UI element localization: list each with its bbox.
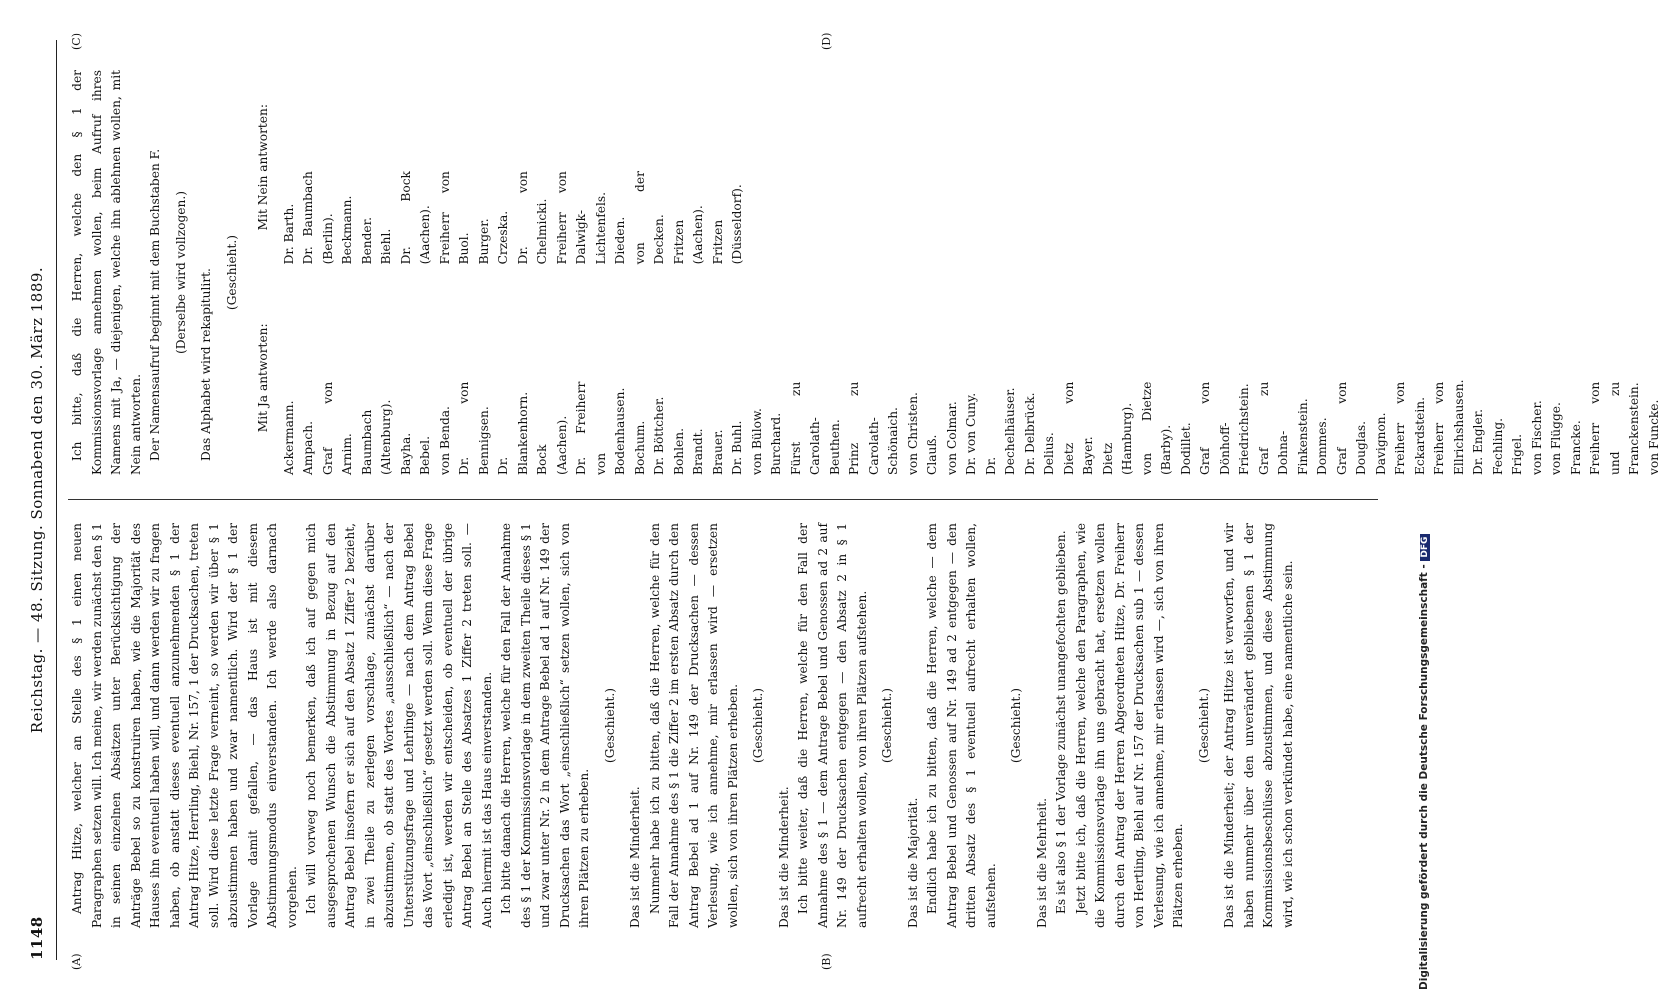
member-name: Dr. Baumbach (Berlin). bbox=[301, 171, 335, 265]
member-name: Burchard. bbox=[769, 412, 783, 475]
paragraph: Der Namensaufruf beginnt mit dem Buchstaben F. bbox=[148, 148, 162, 461]
member-name: Bayha. bbox=[398, 432, 413, 475]
margin-letter: (A) bbox=[70, 953, 83, 970]
member-name: Dietz von Bayer. bbox=[1061, 381, 1095, 475]
member-name: Delius. bbox=[1042, 432, 1056, 475]
stage-direction: (Geschieht.) bbox=[751, 687, 765, 764]
member-name: Freiherr von und zu Franckenstein. bbox=[1588, 381, 1641, 475]
member-name: Dr. Buhl. bbox=[730, 420, 744, 475]
member-name: Crzeska. bbox=[496, 210, 510, 265]
page-title: Reichstag. — 48. Sitzung. Sonnabend den 30. März 1889. bbox=[28, 266, 46, 734]
member-name: von Benda. bbox=[437, 406, 452, 475]
member-name: Davignon. bbox=[1373, 412, 1388, 475]
margin-letter: (D) bbox=[820, 32, 833, 50]
member-name: Graf zu Dohna-Finkenstein. bbox=[1256, 381, 1310, 475]
dfg-logo: DFG bbox=[1420, 534, 1430, 561]
member-name: Ampach. bbox=[301, 421, 315, 475]
member-name: von Dietze (Barby). bbox=[1139, 381, 1173, 475]
member-name: Baumbach (Altenburg). bbox=[359, 399, 393, 475]
member-name: Francke. bbox=[1568, 420, 1583, 475]
member-name: Dietz (Hamburg). bbox=[1100, 402, 1134, 475]
column-divider bbox=[68, 499, 1378, 500]
member-name: Freiherr von Buol. bbox=[437, 171, 471, 265]
stage-direction: (Geschieht.) bbox=[602, 687, 617, 764]
member-name: Freiherr von Ellrichshausen. bbox=[1432, 379, 1466, 475]
member-name: Brandt. bbox=[691, 428, 705, 475]
member-name: Fechling. bbox=[1490, 418, 1505, 475]
member-name: Dieden. bbox=[613, 216, 627, 265]
left-column bbox=[68, 523, 1298, 928]
result-line: Das ist die Minderheit. bbox=[776, 786, 791, 928]
member-name: Beckmann. bbox=[340, 195, 354, 265]
result-line: Das ist die Minderheit. bbox=[628, 786, 642, 928]
no-heading: Mit Nein antworten: bbox=[256, 104, 270, 231]
paragraph: Endlich habe ich zu bitten, daß die Herren, welche — dem Antrag Bebel und Genossen auf Nr. 149 ad 2 entgegen — den dritten Absatz des § 1 eventuell aufrecht erhalten wollen, aufstehen. bbox=[925, 523, 998, 928]
member-name: Biehl. bbox=[379, 228, 393, 265]
stage-direction: (Geschieht.) bbox=[880, 687, 894, 764]
page-header bbox=[22, 40, 57, 960]
member-name: Fritzen (Düsseldorf). bbox=[710, 184, 744, 265]
yes-list bbox=[248, 281, 1664, 475]
stage-direction: (Derselbe wird vollzogen.) bbox=[173, 191, 188, 354]
member-name: Dr. Delbrück. bbox=[1022, 392, 1037, 475]
paragraph: Ich will vorweg noch bemerken, daß ich auf gegen mich ausgesprochenen Wunsch die Abstimmung in Bezug auf den Antrag Bebel insofern er sich auf den Absatz 1 Ziffer 2 bezieht, in zwei Theile zu zerlegen vorschlage, zunächst darüber abzustimmen, ob statt des Wortes „ausschließlich“ — nach der Unterstützungsfrage und Lehrlinge — nach dem Antrag Bebel das Wort „einschließlich“ gesetzt werden soll. Wenn diese Frage erledigt ist, werden wir entscheiden, ob eventuell der übrige Antrag Bebel an Stelle des Absatzes 1 Ziffer 2 treten soll. — Auch hiermit ist das Haus einverstanden. bbox=[304, 523, 494, 928]
member-name: Dodillet. bbox=[1178, 422, 1193, 475]
member-name: Bochum. bbox=[632, 420, 647, 475]
member-name: Frigel. bbox=[1510, 434, 1524, 475]
margin-letter: (B) bbox=[820, 953, 833, 970]
margin-letter: (C) bbox=[70, 33, 83, 50]
right-column bbox=[68, 70, 1664, 475]
member-name: von Flügge. bbox=[1549, 402, 1563, 475]
member-name: Graf von Douglas. bbox=[1334, 381, 1368, 475]
member-name: Ackermann. bbox=[281, 400, 296, 475]
member-name: von Fischer. bbox=[1529, 400, 1544, 475]
member-name: Dr. Freiherr von Bodenhausen. bbox=[574, 381, 627, 475]
result-line: Das ist die Majorität. bbox=[905, 797, 920, 928]
member-name: Dr. Blankenhorn. bbox=[496, 391, 530, 475]
paragraph: Das Alphabet wird rekapitulirt. bbox=[199, 268, 213, 461]
member-name: Fritzen (Aachen). bbox=[671, 205, 705, 265]
member-name: Fürst zu Carolath-Beuthen. bbox=[788, 381, 842, 475]
member-name: Dr. Barth. bbox=[281, 203, 296, 265]
member-name: Dr. Engler. bbox=[1471, 408, 1485, 475]
member-name: Bohlen. bbox=[671, 428, 686, 475]
member-name: von Bülow. bbox=[749, 408, 764, 475]
member-name: Dommes. bbox=[1315, 417, 1329, 475]
member-name: Bender. bbox=[359, 216, 374, 265]
member-name: Burger. bbox=[476, 218, 491, 265]
stage-direction: (Geschieht.) bbox=[224, 234, 239, 311]
paragraph: Es ist also § 1 der Vorlage zunächst unangefochten geblieben. bbox=[1054, 530, 1068, 914]
stage-direction: (Geschieht.) bbox=[1196, 687, 1211, 764]
member-name: Bock (Aachen). bbox=[535, 415, 569, 475]
member-name: von der Decken. bbox=[632, 171, 666, 265]
member-name: Brauer. bbox=[710, 429, 725, 475]
result-line: Das ist die Mehrheit. bbox=[1034, 798, 1049, 928]
paragraph: Das ist die Minderheit; der Antrag Hitze ist verworfen, und wir haben nunmehr über den unverändert gebliebenen § 1 der Kommissionsbeschlüsse abzustimmen, und diese Abstimmung wird, wie ich schon verkündet habe, eine namentliche sein. bbox=[1222, 523, 1295, 928]
member-name: Dr. Bock (Aachen). bbox=[398, 171, 432, 265]
member-name: Prinz zu Carolath-Schönaich. bbox=[847, 381, 900, 475]
yes-heading: Mit Ja antworten: bbox=[256, 323, 270, 433]
member-name: Graf von Arnim. bbox=[320, 381, 354, 475]
roll-call-lists bbox=[248, 70, 1664, 475]
paragraph: Nunmehr habe ich zu bitten, daß die Herren, welche für den Fall der Annahme des § 1 die Ziffer 2 im ersten Absatz durch den Antrag Bebel ad 1 auf Nr. 149 der Drucksachen — dessen Verlesung, wie ich annehme, mir erlassen wird — ersetzen wollen, sich von ihren Plätzen erheben. bbox=[647, 523, 740, 928]
paragraph: Ich bitte danach die Herren, welche für den Fall der Annahme des § 1 der Kommissionsvorlage in dem zweiten Theile dieses § 1 und zwar unter Nr. 2 in dem Antrage Bebel ad 1 auf Nr. 149 der Drucksachen das Wort „einschließlich“ setzen wollen, sich von ihren Plätzen zu erheben. bbox=[499, 523, 591, 928]
member-name: von Funcke. bbox=[1646, 399, 1661, 475]
member-name: Graf von Dönhoff-Friedrichstein. bbox=[1198, 381, 1251, 475]
paragraph: Ich bitte weiter, daß die Herren, welche für den Fall der Annahme des § 1 — dem Antrage Bebel und Genossen ad 2 auf Nr. 149 der Drucksachen entgegen — den Absatz 2 in § 1 aufrecht erhalten wollen, von ihren Plätzen aufstehen. bbox=[796, 523, 869, 928]
paragraph: Antrag Hitze, welcher an Stelle des § 1 einen neuen Paragraphen setzen will. Ich meine, wir werden zunächst den § 1 in seinen einzelnen Absätzen unter Berücksichtigung der Anträge Bebel so zu konstruiren haben, wie die Majorität des Hauses ihn eventuell haben will, und dann werden wir zu fragen haben, ob anstatt dieses eventuell anzunehmenden § 1 der Antrag Hitze, Herrling, Biehl, Nr. 157, 1 der Drucksachen, treten soll. Wird diese letzte Frage verneint, so werden wir über § 1 abzustimmen haben und zwar namentlich. Wird der § 1 der Vorlage damit gefallen, — das Haus ist mit diesem Abstimmungsmodus einverstanden. Ich werde also darnach vorgehen. bbox=[70, 523, 299, 928]
credit-text: Digitalisierung gefördert durch die Deutsche Forschungsgemeinschaft - bbox=[1418, 564, 1430, 990]
member-name: Freiherr von Eckardstein. bbox=[1393, 381, 1427, 475]
member-name: Dr. Böttcher. bbox=[652, 396, 666, 475]
member-name: von Colmar. bbox=[944, 401, 959, 475]
member-name: Dr. von Bennigsen. bbox=[457, 381, 491, 475]
paragraph: Jetzt bitte ich, daß die Herren, welche den Paragraphen, wie die Kommissionsvorlage ihn uns gebracht hat, ersetzen wollen durch den Antrag der Herren Abgeordneten Hitze, Dr. Freiherr von Hertling, Biehl auf Nr. 157 der Drucksachen sub 1 — dessen Verlesung, wie ich annehme, mir erlassen wird —, sich von ihren Plätzen erheben. bbox=[1073, 523, 1185, 928]
member-name: von Christen. bbox=[905, 392, 920, 475]
paragraph: Ich bitte, daß die Herren, welche den § 1 der Kommissionsvorlage annehmen wollen, beim Aufruf ihres Namens mit Ja, — diejenigen, welche ihn ablehnen wollen, mit Nein antworten. bbox=[70, 70, 143, 475]
page-number: 1148 bbox=[28, 916, 46, 960]
member-name: Freiherr von Dalwigk-Lichtenfels. bbox=[554, 171, 608, 265]
member-name: Dr. Dechelhäuser. bbox=[983, 387, 1017, 475]
stage-direction: (Geschieht.) bbox=[1009, 687, 1023, 764]
no-list bbox=[248, 70, 1664, 264]
member-name: Clauß. bbox=[925, 434, 939, 475]
member-name: Bebel. bbox=[418, 436, 432, 475]
member-name: Dr. von Chelmicki. bbox=[515, 171, 549, 265]
member-name: Dr. von Cuny. bbox=[964, 392, 978, 475]
digitization-credit bbox=[1418, 534, 1430, 990]
